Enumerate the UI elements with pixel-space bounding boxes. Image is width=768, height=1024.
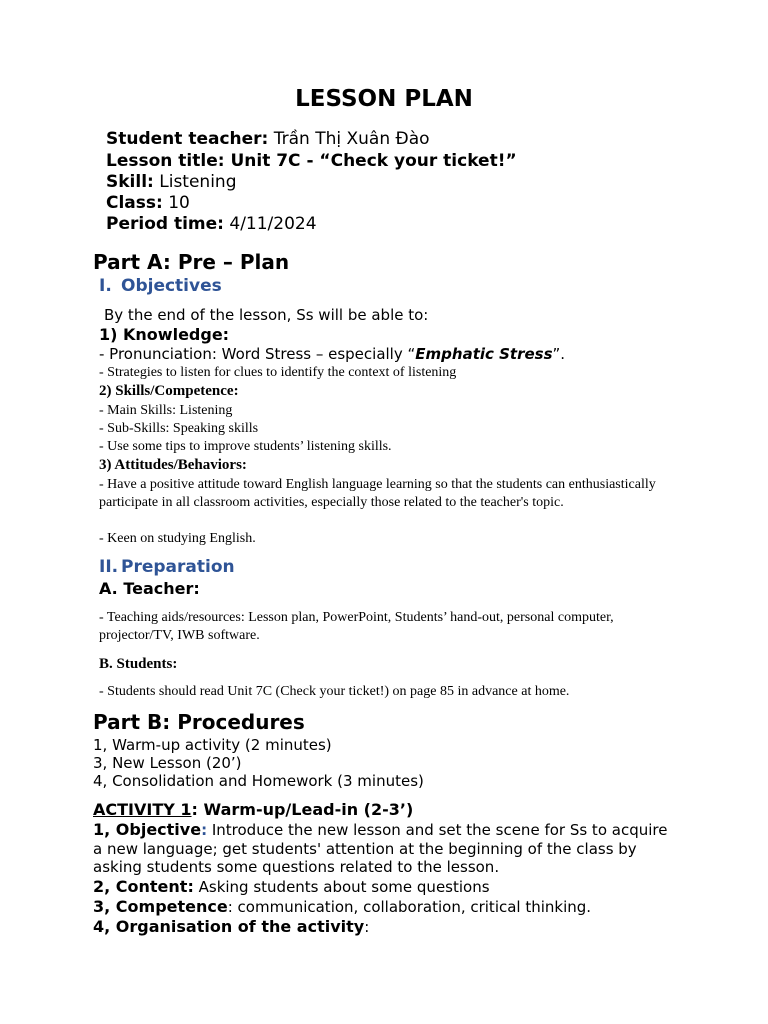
part-a-heading: Part A: Pre – Plan xyxy=(93,250,290,274)
knowledge-heading: 1) Knowledge: xyxy=(99,325,230,344)
skills-item: - Sub-Skills: Speaking skills xyxy=(99,421,259,436)
part-b-heading: Part B: Procedures xyxy=(93,710,305,734)
activity-objective xyxy=(93,821,673,877)
info-value: Trần Thị Xuân Đào xyxy=(268,129,430,149)
objective-text: Introduce the new lesson and set the scene for Ss to acquire a new language; get students' attention at the beginning of the class by asking students some questions related to the lesson. xyxy=(93,821,668,876)
emphatic-stress-term: Emphatic Stress xyxy=(415,345,553,363)
info-label: Class: xyxy=(106,193,163,213)
objective-label: 1, Objective xyxy=(93,820,202,839)
students-heading: B. Students: xyxy=(99,656,178,672)
procedure-step: 3, New Lesson (20’) xyxy=(93,754,242,772)
section-number: I. xyxy=(99,276,112,296)
info-skill xyxy=(106,172,237,193)
skills-item: - Main Skills: Listening xyxy=(99,403,233,418)
knowledge-line-pronunciation xyxy=(99,345,565,363)
text-segment: ”. xyxy=(552,345,566,363)
content-text: Asking students about some questions xyxy=(193,878,490,896)
organisation-text: : xyxy=(364,918,370,936)
teacher-resources: - Teaching aids/resources: Lesson plan, PowerPoint, Students’ hand-out, personal computer, projector/TV, IWB software. xyxy=(99,610,614,644)
organisation-label: 4, Organisation of the activity xyxy=(93,917,365,936)
info-period-time xyxy=(106,214,317,235)
teacher-heading: A. Teacher: xyxy=(99,579,200,598)
skills-heading: 2) Skills/Competence: xyxy=(99,383,239,399)
info-label: Lesson title: Unit 7C - “Check your ticket!” xyxy=(106,151,517,171)
procedure-step: 1, Warm-up activity (2 minutes) xyxy=(93,736,332,754)
activity-competence xyxy=(93,897,591,916)
procedure-step: 4, Consolidation and Homework (3 minutes) xyxy=(93,772,424,790)
attitudes-heading: 3) Attitudes/Behaviors: xyxy=(99,457,247,473)
info-value: 10 xyxy=(162,193,190,213)
competence-text: : communication, collaboration, critical thinking. xyxy=(227,898,592,916)
attitudes-keen: - Keen on studying English. xyxy=(99,531,256,546)
page-title: LESSON PLAN xyxy=(295,86,473,112)
info-class xyxy=(106,193,190,214)
info-label: Period time: xyxy=(106,214,224,234)
section-title: Objectives xyxy=(121,276,222,296)
objectives-heading xyxy=(99,276,222,296)
activity-content xyxy=(93,877,490,896)
preparation-heading xyxy=(99,557,235,577)
info-label: Student teacher: xyxy=(106,129,269,149)
section-number: II. xyxy=(99,557,119,577)
objective-colon: : xyxy=(201,821,208,839)
competence-label: 3, Competence xyxy=(93,897,228,916)
text-segment: - Pronunciation: Word Stress – especially “ xyxy=(99,345,416,363)
objectives-intro: By the end of the lesson, Ss will be able to: xyxy=(104,306,429,324)
students-text: - Students should read Unit 7C (Check your ticket!) on page 85 in advance at home. xyxy=(99,684,570,699)
info-student-teacher xyxy=(106,129,430,150)
attitudes-paragraph: - Have a positive attitude toward English language learning so that the students can enthusiastically participate in all classroom activities, especially those related to the teacher's topic. xyxy=(99,477,656,511)
activity-label: ACTIVITY 1 xyxy=(93,800,192,819)
info-value: 4/11/2024 xyxy=(223,214,317,234)
info-label: Skill: xyxy=(106,172,154,192)
activity-1-heading xyxy=(93,800,413,819)
activity-organisation xyxy=(93,917,369,936)
info-lesson-title xyxy=(106,151,517,172)
activity-title: : Warm-up/Lead-in (2-3’) xyxy=(191,800,414,819)
skills-item: - Use some tips to improve students’ listening skills. xyxy=(99,439,392,454)
knowledge-line-strategies: - Strategies to listen for clues to identify the context of listening xyxy=(99,365,457,380)
content-label: 2, Content: xyxy=(93,877,194,896)
section-title: Preparation xyxy=(121,557,235,577)
info-value: Listening xyxy=(153,172,237,192)
